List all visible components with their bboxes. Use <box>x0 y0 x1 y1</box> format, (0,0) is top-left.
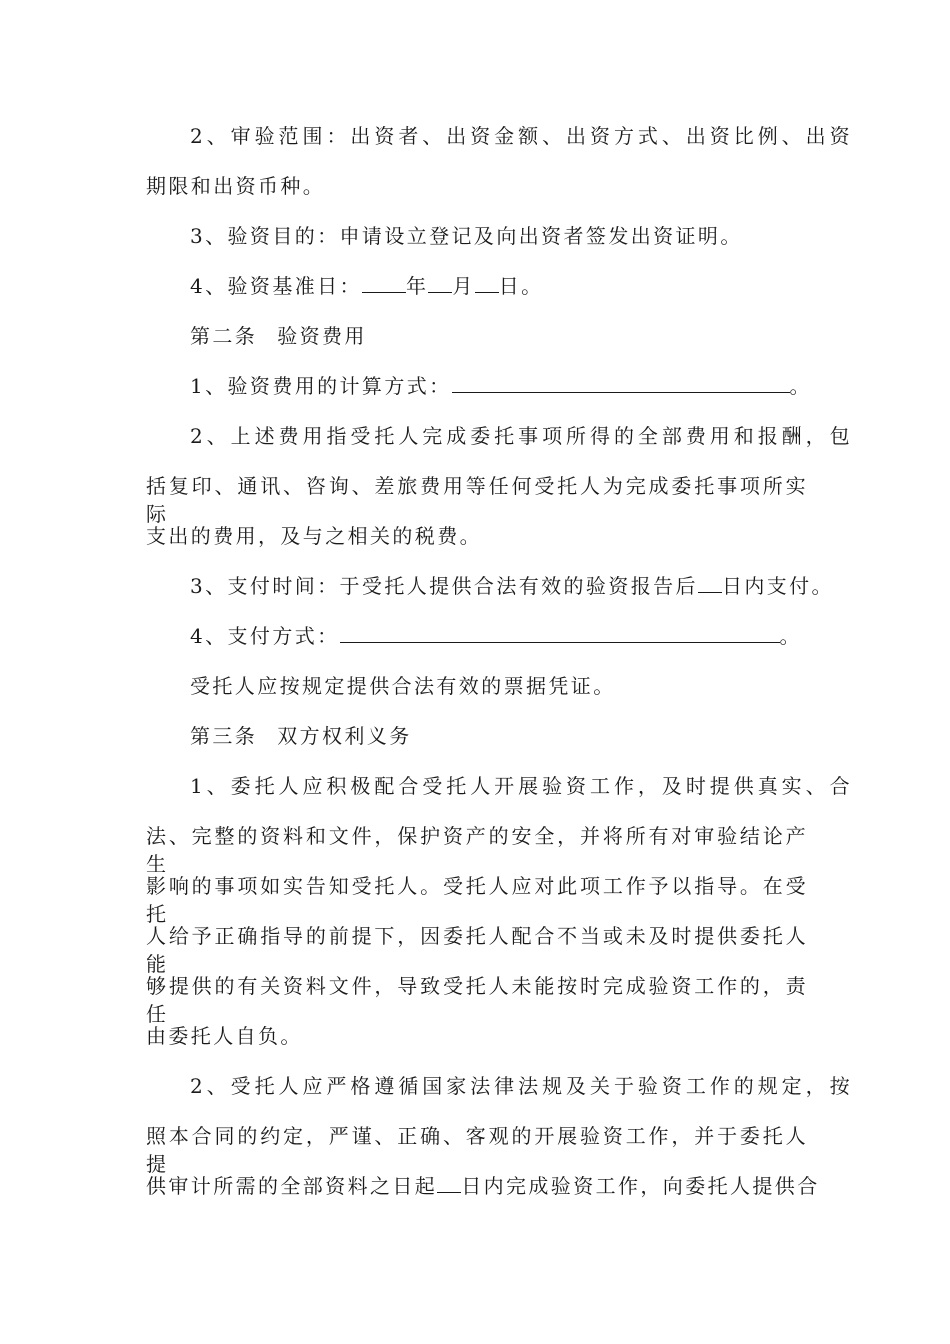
text-segment: 日内完成验资工作，向委托人提供合 <box>461 1174 820 1198</box>
paragraph-line <box>190 572 852 600</box>
text-segment: 。 <box>789 374 812 398</box>
paragraph-line <box>146 1172 820 1200</box>
text-segment: 月 <box>452 274 475 298</box>
paragraph-line: 照本合同的约定，严谨、正确、客观的开展验资工作，并于委托人提 <box>146 1124 808 1176</box>
paragraph-line: 够提供的有关资料文件，导致受托人未能按时完成验资工作的，责任 <box>146 974 808 1026</box>
section-number: 第二条 <box>190 324 258 348</box>
paragraph-line: 2、上述费用指受托人完成委托事项所得的全部费用和报酬，包 <box>190 424 852 448</box>
blank-field <box>452 372 790 393</box>
text-segment: 4、支付方式： <box>190 624 340 648</box>
text-segment: 供审计所需的全部资料之日起 <box>146 1174 438 1198</box>
paragraph-line: 1、委托人应积极配合受托人开展验资工作，及时提供真实、合 <box>190 774 852 798</box>
paragraph-line: 人给予正确指导的前提下，因委托人配合不当或未及时提供委托人能 <box>146 924 808 976</box>
paragraph-line <box>190 622 852 650</box>
blank-field <box>340 622 780 643</box>
paragraph-line: 括复印、通讯、咨询、差旅费用等任何受托人为完成委托事项所实际 <box>146 474 808 526</box>
blank-field <box>698 572 722 593</box>
section-number: 第三条 <box>190 724 258 748</box>
blank-field <box>475 272 499 293</box>
text-segment: 日。 <box>498 274 544 298</box>
text-segment: 3、支付时间：于受托人提供合法有效的验资报告后 <box>190 574 698 598</box>
blank-field <box>428 272 452 293</box>
blank-field <box>437 1172 461 1193</box>
text-segment: 日内支付。 <box>721 574 834 598</box>
paragraph-line <box>190 272 852 300</box>
text-segment: 4、验资基准日： <box>190 274 362 298</box>
text-segment: 1、验资费用的计算方式： <box>190 374 452 398</box>
paragraph-line: 受托人应按规定提供合法有效的票据凭证。 <box>190 674 616 698</box>
section-title: 验资费用 <box>277 324 367 348</box>
section-heading <box>190 722 852 750</box>
paragraph-line: 2、受托人应严格遵循国家法律法规及关于验资工作的规定，按 <box>190 1074 852 1098</box>
text-segment: 年 <box>405 274 429 298</box>
paragraph-line: 支出的费用，及与之相关的税费。 <box>146 524 482 548</box>
paragraph-line <box>190 372 852 400</box>
paragraph-line: 影响的事项如实告知受托人。受托人应对此项工作予以指导。在受托 <box>146 874 808 926</box>
paragraph-line: 期限和出资币种。 <box>146 174 326 198</box>
paragraph-line: 由委托人自负。 <box>146 1024 303 1048</box>
paragraph-line: 2、审验范围：出资者、出资金额、出资方式、出资比例、出资 <box>190 124 852 148</box>
text-segment: 。 <box>779 624 802 648</box>
section-title: 双方权利义务 <box>277 724 412 748</box>
section-heading <box>190 322 852 350</box>
paragraph-line: 法、完整的资料和文件，保护资产的安全，并将所有对审验结论产生 <box>146 824 808 876</box>
paragraph-line: 3、验资目的：申请设立登记及向出资者签发出资证明。 <box>190 224 743 248</box>
blank-field <box>362 272 406 293</box>
